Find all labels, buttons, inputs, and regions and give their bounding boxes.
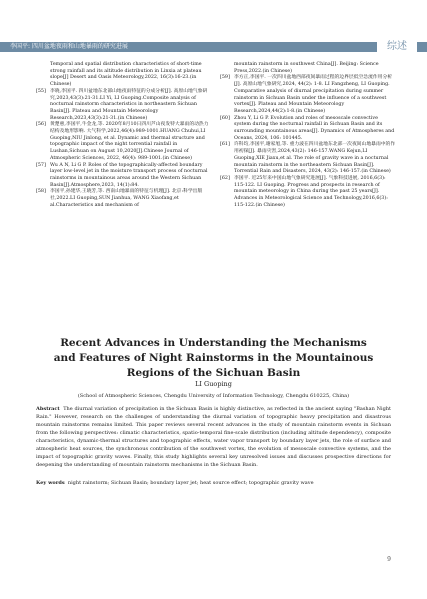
abstract (36, 405, 391, 469)
reference-item (220, 116, 396, 143)
keywords-label: Key words (36, 480, 65, 486)
reference-text: Zhou Y, Li G P. Evolution and roles of mesoscale convective system during the nocturnal rainfall in Sichuan Basin and its surrounding mountainous areas[J]. Dynamics of Atmospheres and Oceans, 2024, 106: 101445. (234, 115, 395, 141)
keywords-text: night rainstorm; Sichuan Basin; boundary layer jet; heat source effect; topographic gravity wave (67, 480, 314, 486)
reference-item (36, 122, 212, 162)
reference-number: [62] (220, 175, 230, 181)
reference-number: [58] (36, 189, 46, 195)
reference-item (220, 75, 396, 115)
page-number: 9 (387, 556, 391, 563)
reference-item (36, 163, 212, 190)
reference-text: Wu A N, Li G P. Roles of the topographically-affected boundary layer low-level jet in the moisture transport process of nocturnal rainstorms in mountainous areas around the Western Sichuan Basin[J].Atmosphere,2023, 14(1):84. (50, 162, 208, 188)
reference-item (220, 142, 396, 176)
keywords (36, 479, 391, 487)
paper-title: Recent Advances in Understanding the Mechanisms and Features of Night Rainstorms in the Mountainous Regions of the Sichuan Basin (53, 337, 374, 379)
affiliation: (School of Atmospheric Sciences, Chengdu University of Information Technology, Chengdu 610225, China) (77, 393, 350, 399)
reference-text: Temporal and spatial distribution characteristics of short-time strong rainfall and its altitude distribution in Linxia at plateau slope[J] Desert and Oasis Meteorology,2022, 16(3):16-23.(in Chinese) (50, 62, 202, 88)
reference-item (220, 176, 396, 210)
reference-item (36, 189, 212, 209)
reference-item (36, 62, 212, 89)
reference-text: 李方正,李国平. 一次四川盆地西部夜间暴雨过程的边界层低空急流作用分析[J]. 高原山地气象研究,2024, 44(2): 1-8. LI Fangzheng, LI Guoping. Comparative analysis of diurnal precipitation during summer rainstorm in Sichuan Basin under the influence of a southwest vortex[J]. Plateau and Mountain Meteorology Research,2024,44(2):1-8.(in Chinese) (234, 75, 393, 114)
reference-text: mountain rainstorm in southwest China[J]. Beijing: Science Press,2022.(in Chinese) (234, 62, 379, 74)
author: LI Guoping (195, 380, 232, 388)
abstract-text: The diurnal variation of precipitation in the Sichuan Basin is highly distinctive, as reflected in the ancient saying "Bashan Night Rain." However, research on the challenges of understanding the diurnal variation of topographic heavy precipitation and disastrous mountain rainstorms remains limited. This paper reviews several recent advances in the study of mountain rainstorm events in Sichuan from the following perspectives: climatic characteristics, spatio-temporal fine-scale distribution (including altitude dependency), composite characteristics, dynamic-thermal structures and topographic effects, water vapor transport by boundary layer jets, the role of surface and atmospheric heat sources, the synchronous contribution of the southwest vortex, the evolution of mesoscale convective systems, and the impact of topographic gravity waves. Finally, this study highlights several key unresolved issues and discusses prospective directions for deepening the understanding of mountain rainstorm mechanisms in the Sichuan Basin. (36, 406, 391, 468)
reference-item (36, 89, 212, 123)
reference-number: [57] (36, 162, 46, 168)
reference-text: 李国平. 近25年来中国山地气象研究进展[J]. 气象科技进展, 2016,6(3): 115-122. LI Guoping. Progress and prospects in research of mountain meteorology in China during the past 25 years[J]. Advances in Meteorological Science and Technology,2016,6(3): 115-122.(in Chinese) (234, 175, 388, 208)
abstract-label: Abstract (36, 406, 60, 412)
reference-item (220, 62, 396, 75)
reference-number: [56] (36, 122, 46, 128)
section-tag: 综述 (377, 40, 417, 54)
reference-text: 李国平,孙建华,王晓芳,等. 西南山地暴雨的特征与机理[J]. 北京:科学出版社,2022.LI Guoping,SUN Jianhua, WANG Xiaofang,et al.Characteristics and mechanism of (50, 189, 203, 208)
reference-number: [55] (36, 88, 46, 94)
references-left-column (36, 62, 212, 209)
reference-number: [60] (220, 115, 230, 121)
reference-text: 黄楚惠,李国平,牛金龙,等. 2020年8月10日四川芦山夜发特大暴雨的动热力结构及地形影响. 大气科学,2022,46(4):989-1001.HUANG Chuhui,LI Guoping,NIU Jinlong, et al. Dynamic and thermal structure and topographic impact of the night torrential rainfall in Lushan,Sichuan on August 10,2020[J].Chinese Journal of Atmospheric Sciences, 2022, 46(4): 989-1001.(in Chinese) (50, 122, 209, 161)
reference-number: [61] (220, 142, 230, 148)
reference-text: 许科均,李国平,谢家旭,等. 重力波在四川盆地东北部一次夜间山地暴雨中的作用初探[J]. 暴雨灾害,2024,43(2): 146-157.WANG Kejun,LI Guoping,XIE Jiaxu,et al. The role of gravity wave in a nocturnal mountain rainstorm in the northeastern Sichuan Basin[J]. Torrential Rain and Disasters, 2024, 43(2): 146-157.(in Chinese) (234, 142, 396, 175)
reference-number: [59] (220, 75, 230, 81)
reference-text: 李晓,李国平. 四川盆地东北部山地夜雨特征的分成分析[J]. 高原山地气象研究,2023,43(3):21-31.LI Yi, LI Guoping.Composite analysis of nocturnal rainstorm characteristics in northeastern Sichuan Basin[J]. Plateau and Mountain Meteorology Research,2023,43(3):21-31.(in Chinese) (50, 88, 208, 121)
page-header (0, 0, 427, 55)
running-title: 李国平: 四川盆地夜雨和山地暴雨的研究进展 (10, 43, 128, 50)
references-right-column (220, 62, 396, 209)
